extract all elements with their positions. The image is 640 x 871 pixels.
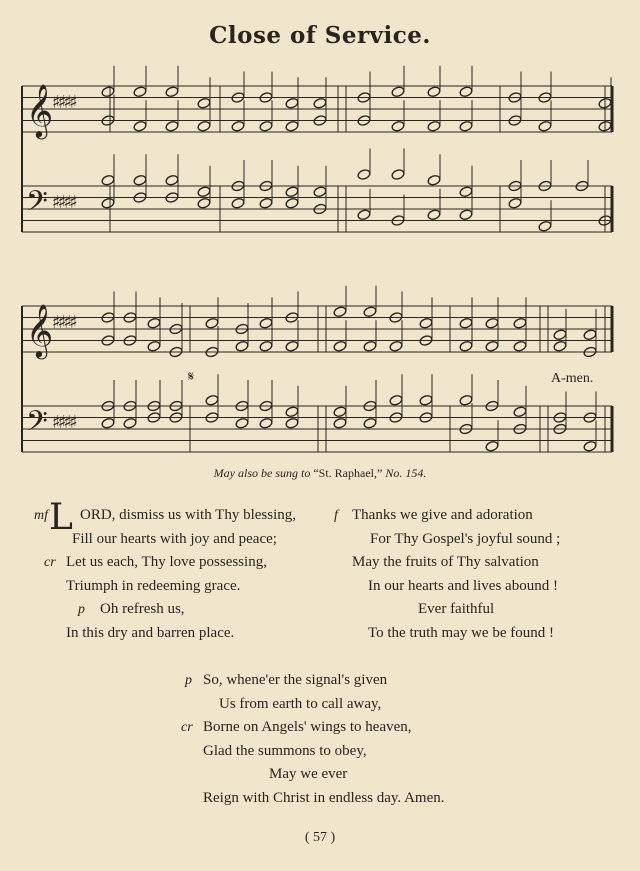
note-head — [285, 120, 299, 132]
note-head — [101, 86, 115, 98]
note-head — [285, 340, 299, 352]
dynamic-marking: mf — [34, 508, 48, 523]
repeat-sign: 𝄋 — [188, 369, 195, 385]
dynamic-marking: cr — [44, 555, 56, 571]
note-head — [513, 340, 527, 352]
verse-text: Thanks we give and adoration — [352, 507, 533, 523]
verse-text: In our hearts and lives abound ! — [368, 577, 558, 594]
note-head — [123, 417, 137, 429]
note-head — [197, 97, 211, 109]
note-head — [357, 209, 371, 221]
note-head — [427, 86, 441, 98]
verse-text: May we ever — [269, 766, 348, 783]
verse-text: Borne on Angels' wings to heaven, — [203, 719, 412, 736]
note-head — [259, 317, 273, 329]
note-head — [313, 186, 327, 198]
verse-text: Triumph in redeeming grace. — [66, 577, 241, 594]
verse-text: Glad the summons to obey, — [203, 742, 367, 759]
verse-text: May the fruits of Thy salvation — [352, 554, 539, 571]
verse-line — [66, 575, 296, 599]
note-head — [427, 209, 441, 221]
verse-text: To the truth may we be found ! — [368, 624, 554, 641]
verse-line — [66, 528, 296, 552]
dynamic-marking: f — [334, 508, 338, 523]
note-head — [133, 86, 147, 98]
verse-text: So, whene'er the signal's given — [203, 672, 388, 688]
note-head — [459, 394, 473, 406]
verse-2 — [334, 504, 561, 646]
bass-clef: 𝄢 — [26, 185, 48, 225]
dynamic-marking: p — [78, 602, 85, 618]
note-head — [485, 317, 499, 329]
note-head — [553, 340, 567, 352]
bass-clef: 𝄢 — [26, 405, 48, 445]
verse-line — [203, 740, 445, 764]
note-head — [235, 417, 249, 429]
key-signature: ♯♯♯♯ — [52, 192, 75, 213]
note-head — [333, 417, 347, 429]
note-head — [165, 86, 179, 98]
treble-clef: 𝄞 — [26, 83, 54, 137]
verse-text: Let us each, Thy love possessing, — [66, 554, 267, 571]
note-head — [101, 417, 115, 429]
note-head — [313, 97, 327, 109]
note-head — [133, 120, 147, 132]
verse-text: Ever faithful — [418, 601, 495, 618]
verse-line — [66, 598, 296, 622]
note-head — [197, 186, 211, 198]
verse-text: Oh refresh us, — [100, 601, 185, 618]
verse-text: ORD, dismiss us with Thy blessing, — [80, 507, 296, 523]
key-signature: ♯♯♯♯ — [52, 92, 75, 113]
note-head — [147, 340, 161, 352]
key-signature: ♯♯♯♯ — [52, 312, 75, 333]
alt-tune-number: No. 154. — [385, 466, 427, 480]
page-number: ( 57 ) — [304, 830, 336, 845]
note-head — [583, 440, 597, 452]
note-head — [419, 317, 433, 329]
verse-line — [185, 669, 445, 693]
verse-line — [203, 693, 445, 717]
verse-line — [352, 528, 560, 552]
verse-text: Reign with Christ in endless day. Amen. — [203, 789, 445, 806]
dynamic-marking: p — [185, 673, 192, 688]
note-head — [101, 174, 115, 186]
note-head — [285, 186, 299, 198]
note-head — [259, 197, 273, 209]
verse-1 — [34, 504, 296, 646]
verse-text: For Thy Gospel's joyful sound ; — [370, 530, 561, 547]
verse-text: In this dry and barren place. — [66, 624, 235, 641]
treble-clef: 𝄞 — [26, 303, 54, 357]
note-head — [459, 317, 473, 329]
note-head — [583, 329, 597, 341]
note-head — [205, 317, 219, 329]
note-head — [391, 86, 405, 98]
key-signature: ♯♯♯♯ — [52, 412, 75, 433]
note-head — [391, 120, 405, 132]
note-head — [363, 306, 377, 318]
note-head — [285, 97, 299, 109]
verse-line — [352, 551, 560, 575]
note-head — [333, 406, 347, 418]
note-head — [133, 174, 147, 186]
note-head — [485, 440, 499, 452]
note-head — [147, 317, 161, 329]
note-head — [389, 340, 403, 352]
note-head — [165, 174, 179, 186]
verse-line — [352, 575, 560, 599]
verse-line — [44, 551, 296, 575]
note-head — [357, 169, 371, 181]
verse-line — [34, 504, 296, 528]
verse-line — [203, 787, 445, 811]
note-head — [197, 197, 211, 209]
note-head — [538, 220, 552, 232]
drop-cap: L — [49, 497, 73, 538]
verse-line — [352, 598, 560, 622]
note-head — [363, 417, 377, 429]
note-head — [459, 86, 473, 98]
alt-tune-name: “St. Raphael,” — [313, 466, 383, 480]
note-head — [101, 197, 115, 209]
verse-3 — [181, 669, 445, 811]
note-head — [459, 120, 473, 132]
note-head — [197, 120, 211, 132]
verse-line — [181, 716, 445, 740]
note-head — [333, 340, 347, 352]
note-head — [165, 120, 179, 132]
note-head — [389, 394, 403, 406]
alt-tune-prefix: May also be sung to — [213, 466, 311, 480]
verse-line — [66, 622, 296, 646]
verse-text: Fill our hearts with joy and peace; — [72, 530, 277, 547]
note-head — [285, 406, 299, 418]
note-head — [485, 340, 499, 352]
note-head — [553, 329, 567, 341]
note-head — [231, 120, 245, 132]
note-head — [427, 174, 441, 186]
note-head — [538, 120, 552, 132]
verse-text: Us from earth to call away, — [219, 695, 382, 712]
note-head — [459, 209, 473, 221]
note-head — [259, 340, 273, 352]
note-head — [259, 417, 273, 429]
note-head — [363, 340, 377, 352]
note-head — [459, 340, 473, 352]
note-head — [285, 197, 299, 209]
note-head — [419, 394, 433, 406]
note-head — [235, 340, 249, 352]
alternate-tune-note — [0, 466, 640, 481]
note-head — [259, 120, 273, 132]
note-head — [391, 169, 405, 181]
dynamic-marking: cr — [181, 720, 193, 736]
note-head — [459, 186, 473, 198]
note-head — [508, 197, 522, 209]
note-head — [427, 120, 441, 132]
verse-line — [334, 504, 560, 528]
amen-lyric: A-men. — [551, 371, 594, 386]
note-head — [231, 197, 245, 209]
note-head — [285, 417, 299, 429]
note-head — [333, 306, 347, 318]
verse-line — [203, 763, 445, 787]
note-head — [205, 394, 219, 406]
hymn-title: Close of Service. — [209, 22, 431, 49]
verse-line — [352, 622, 560, 646]
note-head — [513, 406, 527, 418]
note-head — [513, 317, 527, 329]
